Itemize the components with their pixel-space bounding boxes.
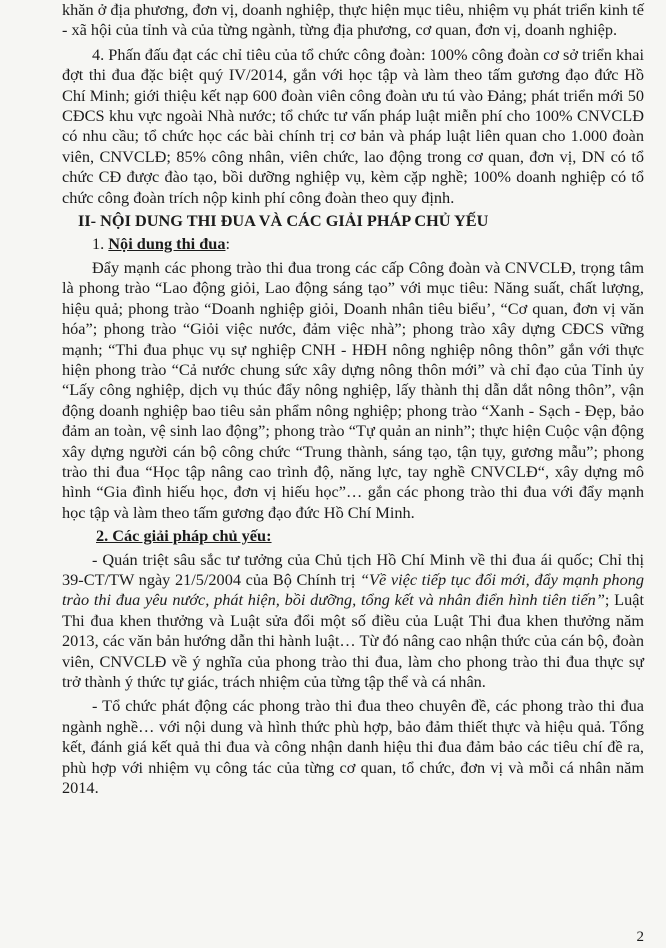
paragraph-competition-content: Đẩy mạnh các phong trào thi đua trong các cấp Công đoàn và CNVCLĐ, trọng tâm là phong trào “Lao động giỏi, Lao động sáng tạo” với mục tiêu: Năng suất, chất lượng, hiệu quả; phong trào “Doanh nghiệp giỏi, Doanh nhân tiêu biểu’, “Cơ quan, đơn vị văn hóa”; phong trào “Giỏi việc nước, đảm việc nhà”; phong trào xây dựng CĐCS vững mạnh; “Thi đua phục vụ sự nghiệp CNH - HĐH nông nghiệp nông thôn” gắn với thực hiện phong trào “Cả nước chung sức xây dựng nông thôn mới” và chỉ đạo của Tỉnh ủy “Lấy công nghiệp, dịch vụ thúc đẩy nông nghiệp, lấy thành thị dẫn dắt nông thôn”, vận động doanh nghiệp bao tiêu sản phẩm nông nghiệp; phong trào “Xanh - Sạch - Đẹp, bảo đảm an toàn, vệ sinh lao động”; phong trào “Tự quản an ninh”; thực hiện Cuộc vận động xây dựng người cán bộ công chức “Trung thành, sáng tạo, tận tụy, gương mẫu”; phong trào thi đua “Học tập nâng cao trình độ, năng lực, tay nghề CNVCLĐ“, xây dựng mô hình “Gia đình hiếu học, đơn vị hiếu học”… gắn các phong trào thi đua với đẩy mạnh học tập và làm theo tấm gương đạo đức Hồ Chí Minh. — [62, 257, 644, 522]
subheading-1-title: Nội dung thi đua — [108, 234, 226, 254]
paragraph-continuation: khăn ở địa phương, đơn vị, doanh nghiệp, thực hiện mục tiêu, nhiệm vụ phát triển kinh tế - xã hội của tỉnh và của từng ngành, từng địa phương, cơ quan, đơn vị, doanh nghiệp. — [62, 0, 645, 40]
section-heading-ii: II- NỘI DUNG THI ĐUA VÀ CÁC GIẢI PHÁP CHỦ YẾU — [78, 211, 489, 231]
solution-1-text-a: - Quán triệt sâu sắc tư tưởng của Chủ tịch Hồ Chí Minh về thi đua ái quốc; Chỉ thị 39-CT/TW ngày 21/5/2004 của Bộ Chính trị — [62, 549, 644, 589]
subheading-2: 2. Các giải pháp chủ yếu: — [96, 526, 272, 546]
subheading-1-number: 1. — [92, 234, 105, 254]
subheading-1-colon: : — [225, 234, 231, 254]
paragraph-solution-2: - Tổ chức phát động các phong trào thi đua theo chuyên đề, các phong trào thi đua ngành nghề… với nội dung và hình thức phù hợp, bảo đảm thiết thực và hiệu quả. Tổng kết, đánh giá kết quả thi đua và công nhận danh hiệu thi đua đảm bảo các tiêu chí đề ra, phù hợp với nhiệm vụ công tác của từng cơ quan, tổ chức, đơn vị và mỗi cá nhân năm 2014. — [62, 696, 644, 798]
solution-1-text-b: ; Luật Thi đua khen thưởng và Luật sửa đổi một số điều của Luật Thi đua khen thưởng năm 2013, các văn bản hướng dẫn thi hành luật… Từ đó nâng cao nhận thức của cán bộ, đoàn viên, CNVCLĐ về ý nghĩa của phong trào thi đua, làm cho phong trào thi đua thực sự trở thành ý thức tự giác, trách nhiệm của từng tập thể và cá nhân. — [62, 590, 644, 691]
page-number: 2 — [636, 929, 644, 945]
paragraph-target-4: 4. Phấn đấu đạt các chỉ tiêu của tổ chức công đoàn: 100% công đoàn cơ sở triển khai đợt thi đua đặc biệt quý IV/2014, gắn với học tập và làm theo tấm gương đạo đức Hồ Chí Minh; giới thiệu kết nạp 600 đoàn viên công đoàn ưu tú vào Đảng; phát triển mới 50 CĐCS khu vực ngoài Nhà nước; tổ chức tư vấn pháp luật miễn phí cho 100% CNVCLĐ có nhu cầu; tổ chức học các bài chính trị cơ bản và pháp luật liên quan cho 1.000 đoàn viên, CNVCLĐ; 85% công nhân, viên chức, lao động trong cơ quan, đơn vị, DN có tổ chức CĐ được đào tạo, bồi dưỡng nghiệp vụ, kèm cặp nghề; 100% doanh nghiệp có tổ chức công đoàn trích nộp kinh phí công đoàn theo quy định. — [62, 44, 644, 207]
solution-1-quote: “Về việc tiếp tục đổi mới, đẩy mạnh phong trào thi đua yêu nước, phát hiện, bồi dưỡng, tổng kết và nhân điển hình tiên tiến” — [62, 569, 644, 610]
paragraph-solution-1 — [62, 550, 644, 693]
subheading-1 — [62, 234, 644, 254]
